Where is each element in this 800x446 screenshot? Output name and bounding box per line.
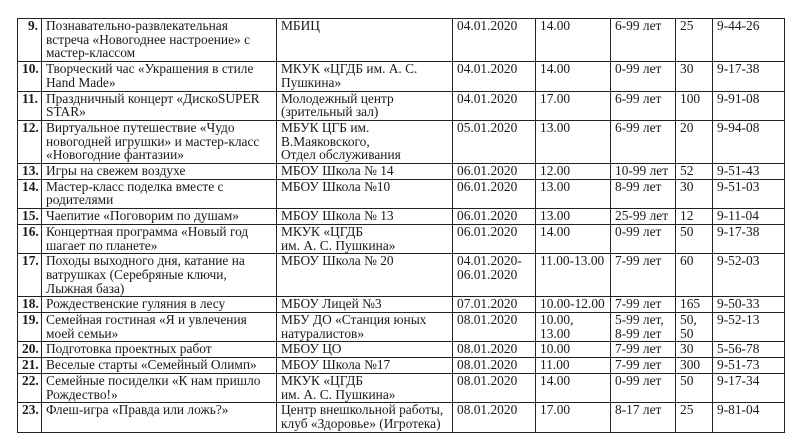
participants-count-cell: 50, 50 — [676, 313, 713, 342]
time-cell: 17.00 — [536, 91, 611, 120]
venue-cell: МКУК «ЦГДБ им. А. С. Пушкина» — [277, 373, 453, 402]
event-name-cell: Познавательно-развлекательная встреча «Новогоднее настроение» с мастер-классом — [42, 19, 277, 62]
participants-count-cell: 30 — [676, 179, 713, 208]
event-name-cell: Творческий час «Украшения в стиле Hand Made» — [42, 62, 277, 91]
row-number-cell: 15. — [18, 209, 42, 225]
table-row — [18, 120, 785, 163]
row-number-cell: 9. — [18, 19, 42, 62]
participants-count-cell: 30 — [676, 62, 713, 91]
table-row — [18, 373, 785, 402]
date-cell: 08.01.2020 — [453, 313, 536, 342]
row-number-cell: 23. — [18, 403, 42, 432]
row-number-cell: 13. — [18, 164, 42, 180]
date-cell: 05.01.2020 — [453, 120, 536, 163]
row-number-cell: 17. — [18, 254, 42, 297]
event-name-cell: Семейная гостиная «Я и увлечения моей семьи» — [42, 313, 277, 342]
age-range-cell: 7-99 лет — [611, 342, 676, 358]
venue-cell: МБОУ Школа №10 — [277, 179, 453, 208]
table-row — [18, 91, 785, 120]
date-cell: 06.01.2020 — [453, 179, 536, 208]
participants-count-cell: 52 — [676, 164, 713, 180]
events-table — [17, 18, 785, 433]
row-number-cell: 22. — [18, 373, 42, 402]
venue-cell: МБУ ДО «Станция юных натуралистов» — [277, 313, 453, 342]
event-name-cell: Мастер-класс поделка вместе с родителями — [42, 179, 277, 208]
table-row — [18, 403, 785, 432]
participants-count-cell: 165 — [676, 297, 713, 313]
row-number-cell: 12. — [18, 120, 42, 163]
events-table-body — [18, 19, 785, 433]
time-cell: 14.00 — [536, 19, 611, 62]
event-name-cell: Концертная программа «Новый год шагает по планете» — [42, 224, 277, 253]
venue-cell: МБОУ Школа № 20 — [277, 254, 453, 297]
table-row — [18, 209, 785, 225]
age-range-cell: 25-99 лет — [611, 209, 676, 225]
row-number-cell: 11. — [18, 91, 42, 120]
phone-cell: 9-91-08 — [713, 91, 785, 120]
phone-cell: 9-52-13 — [713, 313, 785, 342]
phone-cell: 9-51-43 — [713, 164, 785, 180]
table-row — [18, 358, 785, 374]
venue-cell: МБОУ ЦО — [277, 342, 453, 358]
time-cell: 10.00 — [536, 342, 611, 358]
time-cell: 10.00, 13.00 — [536, 313, 611, 342]
time-cell: 10.00-12.00 — [536, 297, 611, 313]
age-range-cell: 0-99 лет — [611, 373, 676, 402]
time-cell: 14.00 — [536, 373, 611, 402]
participants-count-cell: 12 — [676, 209, 713, 225]
table-row — [18, 224, 785, 253]
age-range-cell: 10-99 лет — [611, 164, 676, 180]
time-cell: 14.00 — [536, 62, 611, 91]
phone-cell: 9-81-04 — [713, 403, 785, 432]
phone-cell: 9-11-04 — [713, 209, 785, 225]
row-number-cell: 14. — [18, 179, 42, 208]
phone-cell: 9-17-38 — [713, 62, 785, 91]
event-name-cell: Флеш-игра «Правда или ложь?» — [42, 403, 277, 432]
table-row — [18, 254, 785, 297]
table-row — [18, 313, 785, 342]
date-cell: 04.01.2020 — [453, 19, 536, 62]
event-name-cell: Виртуальное путешествие «Чудо новогодней игрушки» и мастер-класс «Новогодние фантазии» — [42, 120, 277, 163]
venue-cell: МБОУ Школа № 14 — [277, 164, 453, 180]
event-name-cell: Семейные посиделки «К нам пришло Рождество!» — [42, 373, 277, 402]
phone-cell: 5-56-78 — [713, 342, 785, 358]
time-cell: 11.00 — [536, 358, 611, 374]
participants-count-cell: 100 — [676, 91, 713, 120]
table-row — [18, 297, 785, 313]
event-name-cell: Рождественские гуляния в лесу — [42, 297, 277, 313]
row-number-cell: 21. — [18, 358, 42, 374]
event-name-cell: Чаепитие «Поговорим по душам» — [42, 209, 277, 225]
phone-cell: 9-94-08 — [713, 120, 785, 163]
participants-count-cell: 50 — [676, 373, 713, 402]
event-name-cell: Праздничный концерт «ДискоSUPER STAR» — [42, 91, 277, 120]
phone-cell: 9-17-34 — [713, 373, 785, 402]
phone-cell: 9-52-03 — [713, 254, 785, 297]
venue-cell: МБОУ Лицей №3 — [277, 297, 453, 313]
age-range-cell: 8-17 лет — [611, 403, 676, 432]
date-cell: 08.01.2020 — [453, 358, 536, 374]
table-row — [18, 342, 785, 358]
phone-cell: 9-44-26 — [713, 19, 785, 62]
age-range-cell: 6-99 лет — [611, 120, 676, 163]
participants-count-cell: 25 — [676, 403, 713, 432]
participants-count-cell: 50 — [676, 224, 713, 253]
date-cell: 08.01.2020 — [453, 403, 536, 432]
time-cell: 14.00 — [536, 224, 611, 253]
phone-cell: 9-50-33 — [713, 297, 785, 313]
age-range-cell: 7-99 лет — [611, 297, 676, 313]
time-cell: 17.00 — [536, 403, 611, 432]
table-row — [18, 62, 785, 91]
participants-count-cell: 20 — [676, 120, 713, 163]
venue-cell: МБОУ Школа № 13 — [277, 209, 453, 225]
participants-count-cell: 25 — [676, 19, 713, 62]
date-cell: 06.01.2020 — [453, 209, 536, 225]
venue-cell: МКУК «ЦГДБ им. А. С. Пушкина» — [277, 62, 453, 91]
age-range-cell: 7-99 лет — [611, 358, 676, 374]
table-row — [18, 179, 785, 208]
event-name-cell: Походы выходного дня, катание на ватрушках (Серебряные ключи, Лыжная база) — [42, 254, 277, 297]
age-range-cell: 8-99 лет — [611, 179, 676, 208]
row-number-cell: 10. — [18, 62, 42, 91]
event-name-cell: Игры на свежем воздухе — [42, 164, 277, 180]
date-cell: 04.01.2020 — [453, 62, 536, 91]
date-cell: 08.01.2020 — [453, 373, 536, 402]
event-name-cell: Подготовка проектных работ — [42, 342, 277, 358]
event-name-cell: Веселые старты «Семейный Олимп» — [42, 358, 277, 374]
date-cell: 06.01.2020 — [453, 164, 536, 180]
age-range-cell: 5-99 лет, 8-99 лет — [611, 313, 676, 342]
time-cell: 13.00 — [536, 209, 611, 225]
venue-cell: Центр внешкольной работы, клуб «Здоровье» (Игротека) — [277, 403, 453, 432]
age-range-cell: 6-99 лет — [611, 91, 676, 120]
table-row — [18, 164, 785, 180]
age-range-cell: 6-99 лет — [611, 19, 676, 62]
row-number-cell: 16. — [18, 224, 42, 253]
phone-cell: 9-51-73 — [713, 358, 785, 374]
date-cell: 04.01.2020- 06.01.2020 — [453, 254, 536, 297]
age-range-cell: 7-99 лет — [611, 254, 676, 297]
time-cell: 13.00 — [536, 179, 611, 208]
row-number-cell: 19. — [18, 313, 42, 342]
row-number-cell: 18. — [18, 297, 42, 313]
venue-cell: Молодежный центр (зрительный зал) — [277, 91, 453, 120]
date-cell: 08.01.2020 — [453, 342, 536, 358]
venue-cell: МКУК «ЦГДБ им. А. С. Пушкина» — [277, 224, 453, 253]
row-number-cell: 20. — [18, 342, 42, 358]
participants-count-cell: 60 — [676, 254, 713, 297]
age-range-cell: 0-99 лет — [611, 62, 676, 91]
phone-cell: 9-51-03 — [713, 179, 785, 208]
age-range-cell: 0-99 лет — [611, 224, 676, 253]
participants-count-cell: 300 — [676, 358, 713, 374]
venue-cell: МБОУ Школа №17 — [277, 358, 453, 374]
phone-cell: 9-17-38 — [713, 224, 785, 253]
date-cell: 07.01.2020 — [453, 297, 536, 313]
date-cell: 04.01.2020 — [453, 91, 536, 120]
venue-cell: МБИЦ — [277, 19, 453, 62]
time-cell: 13.00 — [536, 120, 611, 163]
time-cell: 12.00 — [536, 164, 611, 180]
time-cell: 11.00-13.00 — [536, 254, 611, 297]
date-cell: 06.01.2020 — [453, 224, 536, 253]
participants-count-cell: 30 — [676, 342, 713, 358]
venue-cell: МБУК ЦГБ им. В.Маяковского, Отдел обслуживания — [277, 120, 453, 163]
table-row — [18, 19, 785, 62]
